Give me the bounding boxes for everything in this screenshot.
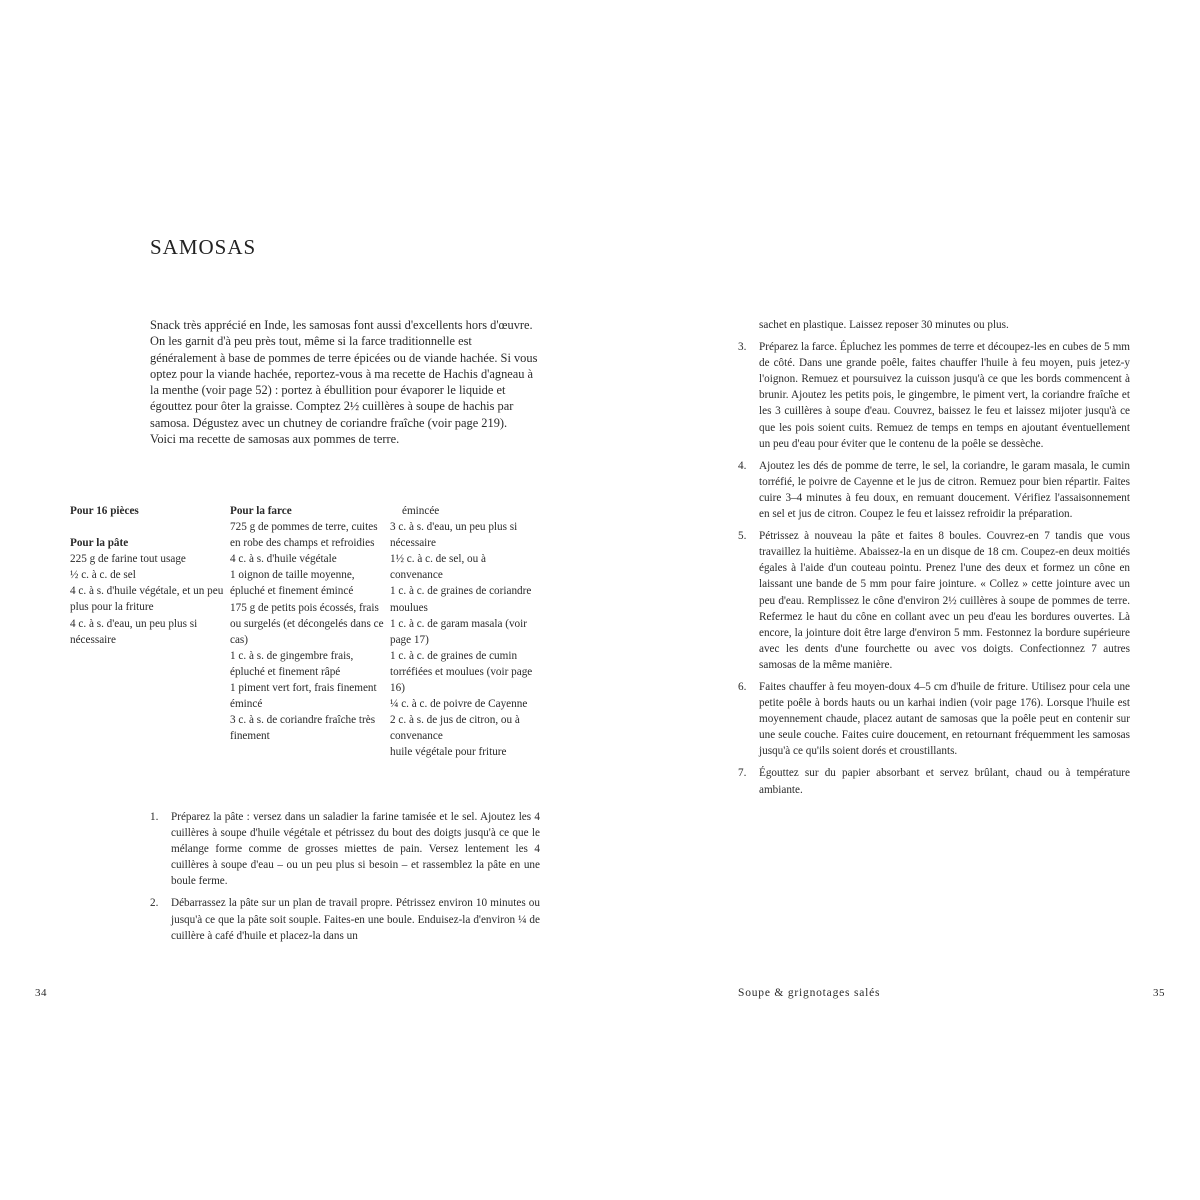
- farce-heading: Pour la farce: [230, 505, 292, 517]
- method-left: [150, 809, 540, 950]
- step-number: 7.: [738, 767, 747, 780]
- step-number: 5.: [738, 530, 747, 543]
- intro-paragraph: Snack très apprécié en Inde, les samosas font aussi d'excellents hors d'œuvre. On les garnit d'à peu près tout, même si la farce traditionnelle est généralement à base de pommes de terre épicées ou de viande hachée. Si vous optez pour la viande hachée, reportez-vous à ma recette de Hachis d'agneau à la menthe (voir page 52) : portez à ébullition pour évaporer le liquide et égouttez pour ôter la graisse. Comptez 2½ cuillères à soupe de hachis par samosa. Dégustez avec un chutney de coriandre fraîche (voir page 219).: [150, 318, 538, 430]
- ingredient-item: 4 c. à s. d'eau, un peu plus si nécessaire: [70, 617, 198, 646]
- step-text: Égouttez sur du papier absorbant et servez brûlant, chaud ou à température ambiante.: [759, 767, 1130, 796]
- step-continuation: sachet en plastique. Laissez reposer 30 minutes ou plus.: [759, 319, 1009, 331]
- pate-heading: Pour la pâte: [70, 537, 129, 550]
- ingredient-item: émincée: [402, 505, 440, 517]
- method-step: [150, 809, 540, 889]
- step-text: Ajoutez les dés de pomme de terre, le sel, la coriandre, le garam masala, le cumin torréfié, le poivre de Cayenne et le jus de citron. Remuez pour bien répartir. Faites cuire 3–4 minutes à feu doux, en remuant doucement. Vérifiez l'assaisonnement en sel et jus de citron. Coupez le feu et laissez refroidir la préparation.: [759, 459, 1130, 521]
- ingredient-item: 1 oignon de taille moyenne, épluché et finement émincé: [230, 569, 355, 598]
- recipe-title: SAMOSAS: [150, 235, 257, 259]
- recipe-intro: [150, 317, 540, 447]
- ingredient-item: 1 c. à s. de gingembre frais, épluché et finement râpé: [230, 649, 354, 678]
- method-step: [738, 528, 1130, 673]
- intro-paragraph: Voici ma recette de samosas aux pommes de terre.: [150, 432, 400, 447]
- step-text: Préparez la pâte : versez dans un saladier la farine tamisée et le sel. Ajoutez les 4 cuillères à soupe d'huile végétale et pétrissez du bout des doigts jusqu'à ce que le mélange forme comme de grosses miettes de pain. Versez lentement les 4 cuillères à soupe d'eau – ou un peu plus si besoin – et rassemblez la pâte en une boule ferme.: [171, 811, 540, 888]
- ingredients-farce: [230, 503, 390, 744]
- step-number: 6.: [738, 680, 747, 693]
- ingredient-item: 1 c. à c. de graines de coriandre moulues: [390, 585, 532, 614]
- method-step: [150, 895, 540, 943]
- ingredient-item: 1 c. à c. de garam masala (voir page 17): [390, 617, 527, 646]
- ingredient-item: 3 c. à s. d'eau, un peu plus si nécessaire: [390, 521, 518, 550]
- page-number-left: 34: [35, 987, 47, 999]
- method-step: [738, 765, 1130, 797]
- yield-label: Pour 16 pièces: [70, 505, 139, 517]
- ingredient-item: 1 piment vert fort, frais finement émincé: [230, 682, 377, 711]
- step-number: 1.: [150, 811, 159, 823]
- ingredients-farce-continued: [390, 503, 540, 761]
- running-head: Soupe & grignotages salés: [738, 987, 881, 999]
- step-text: Préparez la farce. Épluchez les pommes de terre et découpez-les en cubes de 5 mm de côté. Dans une grande poêle, faites chauffer l'huile à feu moyen, puis jetez-y l'oignon. Remuez et poursuivez la cuisson jusqu'à ce que les bords commencent à brunir. Ajoutez les petits pois, le gingembre, le piment vert, la coriandre fraîche et les 3 cuillères à soupe d'eau. Couvrez, baissez le feu et laissez mijoter jusqu'à ce que les pois soient cuits. Remuez de temps en temps en ajoutant éventuellement un peu d'eau pour éviter que le contenu de la poêle se dessèche.: [759, 341, 1130, 450]
- method-right: [738, 317, 1130, 804]
- ingredient-item: ¼ c. à c. de poivre de Cayenne: [390, 698, 528, 711]
- ingredient-item: 175 g de petits pois écossés, frais ou surgelés (et décongelés dans ce cas): [230, 601, 384, 646]
- ingredient-item: 225 g de farine tout usage: [70, 553, 186, 566]
- method-step: [738, 458, 1130, 522]
- ingredient-item: 3 c. à s. de coriandre fraîche très finement: [230, 714, 376, 743]
- page-number-right: 35: [1153, 987, 1165, 999]
- method-step: [738, 679, 1130, 759]
- ingredient-item: 1½ c. à c. de sel, ou à convenance: [390, 553, 486, 582]
- ingredient-item: huile végétale pour friture: [390, 746, 507, 759]
- ingredients-pate: [70, 503, 230, 648]
- ingredient-item: 1 c. à c. de graines de cumin torréfiées et moulues (voir page 16): [390, 649, 533, 695]
- step-number: 4.: [738, 459, 747, 472]
- ingredient-item: 725 g de pommes de terre, cuites en robe des champs et refroidies: [230, 521, 378, 550]
- ingredient-item: 4 c. à s. d'huile végétale, et un peu plus pour la friture: [70, 585, 224, 614]
- step-number: 3.: [738, 341, 747, 354]
- ingredient-item: ½ c. à c. de sel: [70, 569, 136, 582]
- ingredient-item: 2 c. à s. de jus de citron, ou à convenance: [390, 714, 520, 743]
- step-text: Pétrissez à nouveau la pâte et faites 8 boules. Couvrez-en 7 tandis que vous travaillez la huitième. Abaissez-la en un disque de 18 cm. Coupez-en deux moitiés égales à l'aide d'un couteau pointu. Prenez l'une des deux et formez un cône en laissant une bande de 5 mm pour faire jointure. « Collez » cette jointure avec un peu d'eau. Remplissez le cône d'environ 2½ cuillères à soupe de pommes de terre. Refermez le haut du cône en collant avec un peu d'eau les bordures ouvertes. Là encore, la jointure doit être large d'environ 5 mm. Festonnez la bordure supérieure avec les dents d'une fourchette ou avec vos doigts. Confectionnez 7 autres samosas de la même manière.: [759, 530, 1130, 671]
- method-step: [738, 339, 1130, 452]
- step-number: 2.: [150, 897, 159, 910]
- step-text: Débarrassez la pâte sur un plan de travail propre. Pétrissez environ 10 minutes ou jusqu'à ce que la pâte soit souple. Faites-en une boule. Enduisez-la d'environ ¼ de cuillère à café d'huile et placez-la dans un: [171, 897, 540, 942]
- ingredient-item: 4 c. à s. d'huile végétale: [230, 553, 337, 566]
- step-text: Faites chauffer à feu moyen-doux 4–5 cm d'huile de friture. Utilisez pour cela une petite poêle à bords hauts ou un karhai indien (voir page 176). Lorsque l'huile est moyennement chaude, placez autant de samosas que la poêle peut en contenir sur une seule couche. Faites cuire doucement, en retournant fréquemment les samosas jusqu'à ce qu'ils soient dorés et croustillants.: [759, 680, 1130, 758]
